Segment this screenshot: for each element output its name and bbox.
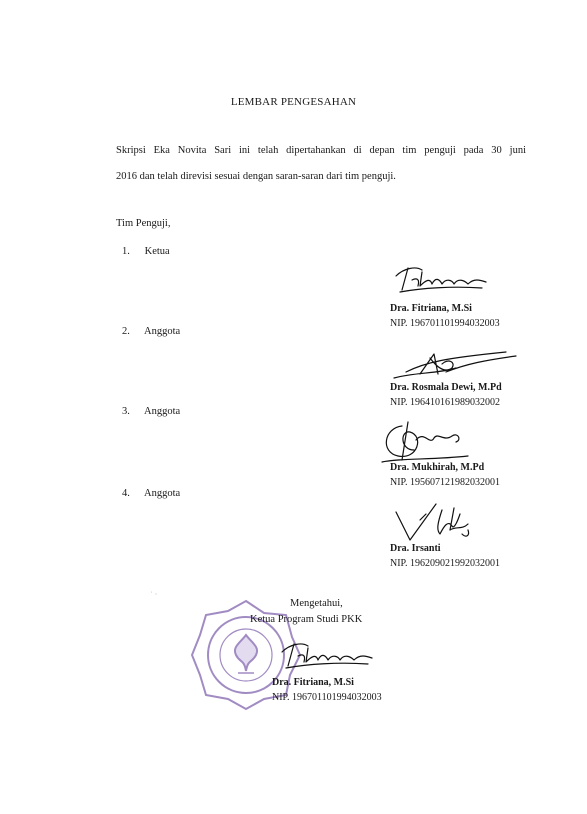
examiner-item-3 bbox=[122, 406, 180, 417]
approval-block bbox=[250, 596, 420, 628]
examiner-item-2 bbox=[122, 326, 180, 337]
intro-line-1: Skripsi Eka Novita Sari ini telah dipertahankan di depan tim penguji pada 30 juni bbox=[116, 145, 526, 156]
scan-speck: ˙ · bbox=[150, 590, 158, 599]
page-title: LEMBAR PENGESAHAN bbox=[230, 96, 357, 108]
examiner-role: Anggota bbox=[144, 488, 181, 499]
intro-paragraph bbox=[116, 138, 526, 190]
intro-line-2: 2016 dan telah direvisi sesuai dengan saran-saran dari tim penguji. bbox=[116, 171, 396, 182]
examiner-role: Anggota bbox=[144, 326, 181, 337]
examiner-signer-4 bbox=[390, 541, 500, 571]
approval-signer-name: Dra. Fitriana, M.Si bbox=[272, 677, 354, 688]
examiner-role: Anggota bbox=[144, 406, 181, 417]
examiner-number: 1. bbox=[122, 246, 130, 257]
known-label: Mengetahui, bbox=[290, 598, 343, 609]
approval-signer-nip: NIP. 196701101994032003 bbox=[272, 692, 382, 703]
team-label: Tim Penguji, bbox=[116, 218, 171, 229]
examiner-role: Ketua bbox=[144, 246, 170, 257]
signer-nip: NIP. 196410161989032002 bbox=[390, 397, 501, 408]
examiner-number: 2. bbox=[122, 326, 130, 337]
examiner-item-1 bbox=[122, 246, 170, 257]
signature-fitriana bbox=[382, 258, 492, 300]
signer-name: Dra. Mukhirah, M.Pd bbox=[390, 462, 485, 473]
signer-name: Dra. Irsanti bbox=[390, 543, 441, 554]
signer-name: Dra. Fitriana, M.Si bbox=[390, 303, 472, 314]
examiner-item-4 bbox=[122, 488, 180, 499]
signer-nip: NIP. 196701101994032003 bbox=[390, 318, 500, 329]
examiner-signer-3 bbox=[390, 460, 500, 490]
signer-nip: NIP. 196209021992032001 bbox=[390, 558, 501, 569]
examiner-number: 3. bbox=[122, 406, 130, 417]
signature-fitriana-head bbox=[268, 636, 378, 676]
signature-rosmala bbox=[386, 344, 526, 384]
examiner-signer-2 bbox=[390, 380, 502, 410]
examiner-number: 4. bbox=[122, 488, 130, 499]
signer-name: Dra. Rosmala Dewi, M.Pd bbox=[390, 382, 502, 393]
approval-position: Ketua Program Studi PKK bbox=[250, 614, 363, 625]
signer-nip: NIP. 195607121982032001 bbox=[390, 477, 501, 488]
approval-signer bbox=[272, 675, 382, 705]
examiner-signer-1 bbox=[390, 301, 500, 331]
